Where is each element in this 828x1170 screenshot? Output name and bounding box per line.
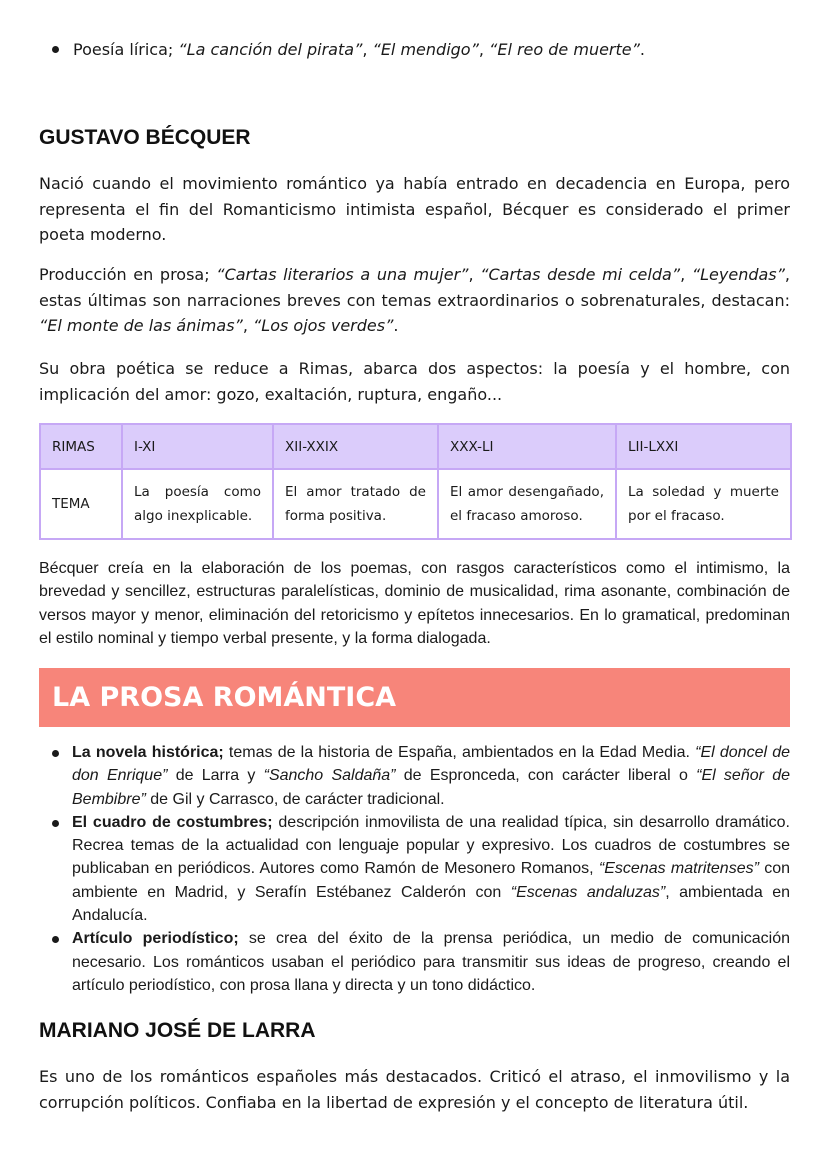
section-banner: LA PROSA ROMÁNTICA xyxy=(39,668,790,727)
prosa-list xyxy=(39,741,790,997)
table-header-cell: LII-LXXI xyxy=(616,424,791,469)
paragraph: Es uno de los románticos españoles más destacados. Criticó el atraso, el inmovilismo y la corrupción políticos. Confiaba en la libertad de expresión y el concepto de literatura útil. xyxy=(39,1067,790,1112)
list-item: El cuadro de costumbres; descripción inmovilista de una realidad típica, sin desarrollo dramático. Recrea temas de la actualidad con lenguaje popular y expresivo. Los cuadros de costumbres se publicaban en periódicos. Autores como Ramón de Mesonero Romanos, “Escenas matritenses” con ambiente en Madrid, y Serafín Estébanez Calderón con “Escenas andaluzas”, ambientada en Andalucía. xyxy=(39,811,790,927)
list-item: La novela histórica; temas de la historia de España, ambientados en la Edad Media. “El doncel de don Enrique” de Larra y “Sancho Saldaña” de Espronceda, con carácter liberal o “El señor de Bembibre” de Gil y Carrasco, de carácter tradicional. xyxy=(39,741,790,811)
rimas-table xyxy=(39,423,792,540)
bullet-icon xyxy=(52,46,59,53)
table-header-cell: I-XI xyxy=(122,424,273,469)
table-header-cell: XXX-LI xyxy=(438,424,616,469)
list-item: Poesía lírica; “La canción del pirata”, “El mendigo”, “El reo de muerte”. xyxy=(39,38,645,62)
paragraph: Su obra poética se reduce a Rimas, abarca dos aspectos: la poesía y el hombre, con implicación del amor: gozo, exaltación, ruptura, engaño... xyxy=(39,359,790,404)
table-cell: El amor tratado de forma positiva. xyxy=(273,469,438,539)
paragraph: Nació cuando el movimiento romántico ya había entrado en decadencia en Europa, pero representa el fin del Romanticismo intimista español, Bécquer es considerado el primer poeta moderno. xyxy=(39,174,790,244)
table-cell: El amor desengañado, el fracaso amoroso. xyxy=(438,469,616,539)
table-header-row xyxy=(40,424,791,469)
table-cell: La soledad y muerte por el fracaso. xyxy=(616,469,791,539)
paragraph: Producción en prosa; “Cartas literarios a una mujer”, “Cartas desde mi celda”, “Leyendas”, estas últimas son narraciones breves con temas extraordinarios o sobrenaturales, destacan: “El monte de las ánimas”, “Los ojos verdes”. xyxy=(39,265,791,335)
list-item: Artículo periodístico; se crea del éxito de la prensa periódica, un medio de comunicación necesario. Los románticos usaban el periódico para transmitir sus ideas de progreso, creando el artículo periodístico, con prosa llana y directa y un tono didáctico. xyxy=(39,927,790,997)
section-heading: MARIANO JOSÉ DE LARRA xyxy=(39,1019,316,1042)
table-header-cell: XII-XXIX xyxy=(273,424,438,469)
paragraph: Bécquer creía en la elaboración de los poemas, con rasgos característicos como el intimismo, la brevedad y sencillez, estructuras paralelísticas, dominio de musicalidad, rima asonante, combinación de versos mayor y menor, eliminación del retoricismo y epítetos innecesarios. En lo gramatical, predominan el estilo nominal y tiempo verbal presente, y la forma dialogada. xyxy=(39,560,790,647)
table-cell: La poesía como algo inexplicable. xyxy=(122,469,273,539)
table-cell: TEMA xyxy=(40,469,122,539)
table-header-cell: RIMAS xyxy=(40,424,122,469)
table-row xyxy=(40,469,791,539)
section-heading: GUSTAVO BÉCQUER xyxy=(39,126,251,149)
